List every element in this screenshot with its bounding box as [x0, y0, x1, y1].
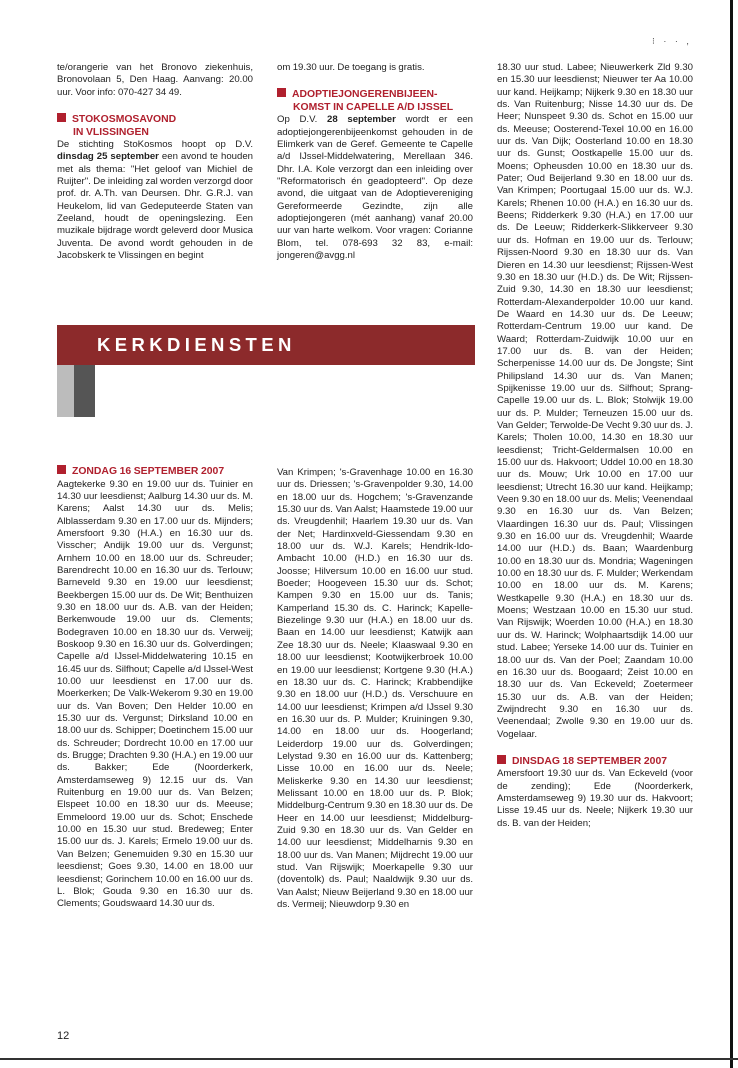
bronovo-continuation: te/orangerie van het Bronovo ziekenhuis, Bronovolaan 5, Den Haag. Aanvang: 20.00 uur. Voor info: 070-427 34 49.	[57, 62, 253, 98]
adoptie-heading-line1: ADOPTIEJONGERENBIJEEN-	[292, 89, 438, 101]
heading-square-icon	[277, 88, 286, 97]
adoptie-heading-line2: KOMST IN CAPELLE A/D IJSSEL	[293, 101, 454, 113]
scan-edge-bottom	[0, 1058, 738, 1060]
banner-decor-dark-block	[74, 365, 95, 417]
banner-decor-light-block	[57, 365, 74, 417]
heading-square-icon	[497, 755, 506, 764]
services-column-3	[497, 62, 693, 830]
adoptie-body-date: 28 september	[326, 114, 396, 126]
sunday-services-part3: 18.30 uur stud. Labee; Nieuwerkerk Zld 9.30 en 15.30 uur leesdienst; Nieuwer ter Aa 10.00 uur kand. Heijkamp; Nijkerk 9.30 en 18.30 uur ds. Van Ruitenburg; Nisse 14.30 uur ds. De Heer; Nunspeet 9.30 ds. Schot en 15.00 uur ds. Meeuse; Oosterend-Texel 10.00 en 16.00 uur ds. Van Dijk; Oosterland 10.00 en 18.30 uur ds. Gunst; Oostkapelle 15.00 uur ds. Moens; Opheusden 10.00 en 18.30 uur ds. Pater; Oud Beijerland 9.30 en 18.00 uur ds. Van Krimpen; Poortugaal 15.00 uur ds. W.J. Karels; Rhenen 10.00 (H.A.) en 16.30 uur ds. Beens; Ridderkerk 9.30 (H.A.) en 17.00 uur ds. De Leeuw; Ridderkerk-Slikkerveer 9.30 uur ds. Hofman en 19.00 uur ds. Terlouw; Rijssen-Noord 9.30 en 18.30 uur ds. Van Dieren en 14.30 uur leesdienst; Rijssen-West 9.30 en 18.30 uur (H.D.) ds. De Wit; Rijssen-Zuid 9.30, 14.30 en 18.30 uur leesdienst; Rotterdam-Alexanderpolder 10.00 uur kand. De Waard en 14.30 uur ds. De Leeuw; Rotterdam-Centrum 19.00 uur kand. De Waard; Rotterdam-Zuidwijk 10.00 uur en 17.00 uur ds. B. van der Heiden; Scherpenisse 14.00 uur ds. De Jongste; Sint Philipsland 14.30 uur ds. Van Manen; Spijkenisse 19.00 uur ds. Silfhout; Sprang-Capelle 19.00 uur ds. L. Blok; Stolwijk 19.00 uur ds. P. Mulder; Terneuzen 15.00 uur ds. Van Gelder; Terwolde-De Vecht 9.30 uur ds. J. Karels; Tholen 10.00, 14.30 en 18.30 uur leesdienst; Tricht-Geldermalsen 10.00 en 15.00 uur ds. Hakvoort; Uddel 10.00 en 18.30 uur ds. Mouw; Urk 10.00 en 17.00 uur leesdienst; Utrecht 16.30 uur kand. Heijkamp; Veen 9.30 en 18.00 uur ds. Melis; Veenendaal 9.30 en 16.30 uur ds. Van Belzen; Vlaardingen 16.30 uur ds. Paul; Vlissingen 9.30 en 16.00 uur ds. Vreugdenhil; Waarde 14.00 uur (H.D.) ds. Baan; Waardenburg 10.00 en 18.30 uur ds. Mondria; Wageningen 10.00 en 18.30 uur ds. F. Mulder; Werkendam 10.00 en 18.00 uur ds. M. Karens; Westkapelle 9.30 (H.A.) en 18.30 uur ds. Moens; Westzaan 10.00 en 15.30 uur stud. Van Rijswijk; Woerden 10.00 (H.A.) en 18.30 uur ds. W. Harinck; Wolphaartsdijk 14.00 uur stud. Labee; Yerseke 14.00 uur ds. Tuinier en 18.00 uur ds. Van der Poel; Zaandam 10.00 en 16.30 uur ds. Boogaard; Zeist 10.00 en 18.30 uur ds. Van Eckeveld; Zoetermeer 15.30 uur ds. A.B. van der Heiden; Zwijndrecht 9.30 en 16.30 uur ds. Veenendaal; Zwolle 9.30 en 19.00 uur ds. Vogelaar.	[497, 62, 693, 740]
heading-square-icon	[57, 113, 66, 122]
adoptie-body-pre: Op D.V.	[277, 114, 318, 126]
section-title: KERKDIENSTEN	[97, 334, 296, 355]
scan-edge-right	[730, 0, 733, 1068]
stokosmos-body-date: dinsdag 25 september	[57, 151, 159, 163]
sunday-services-part1: Aagtekerke 9.30 en 19.00 uur ds. Tuinier en 14.30 uur leesdienst; Aalburg 14.30 uur ds. M. Karens; Aalst 14.30 uur ds. Melis; Alblasserdam 9.30 en 17.00 uur ds. Mijnders; Amersfoort 9.30 (H.A.) en 16.30 uur ds. Visscher; Andijk 19.00 uur ds. Vergunst; Arnhem 10.00 en 18.00 uur ds. Schreuder; Barendrecht 10.00 en 16.30 uur ds. Terlouw; Barneveld 9.30 en 19.00 uur leesdienst; Beekbergen 15.00 uur ds. De Wit; Benthuizen 9.30 en 18.00 uur ds. A.B. van der Heiden; Berkenwoude 19.00 uur ds. Clements; Bodegraven 10.00 en 18.30 uur ds. Verweij; Boskoop 9.30 en 16.30 uur ds. Golverdingen; Capelle a/d IJssel-Middelwatering 10.15 en 16.45 uur ds. Silfhout; Capelle a/d IJssel-West 10.00 uur leesdienst en 17.00 uur ds. Moerkerken; De Valk-Wekerom 9.30 en 19.00 uur ds. Van Boven; Den Helder 10.00 en 15.30 uur ds. Vergunst; Dirksland 10.00 en 18.00 uur ds. Schipper; Doetinchem 15.00 uur ds. Schreuder; Dordrecht 10.00 en 17.00 uur ds. Brugge; Drachten 9.30 (H.A.) en 19.00 uur ds. Bakker; Ede (Noorderkerk, Amsterdamseweg 9) 12.15 uur ds. Van Ruitenburg en 19.00 uur ds. Van Belzen; Elspeet 10.00 en 18.30 uur ds. Meeuse; Emmeloord 19.00 uur ds. Schot; Enschede 10.00 en 15.30 uur stud. Bredeweg; Enter 15.00 uur ds. J. Karels; Ermelo 19.00 uur ds. Van Belzen; Genemuiden 9.30 en 15.30 uur leesdienst; Goes 9.30, 14.00 en 18.00 uur leesdienst; Gorinchem 10.00 en 16.00 uur ds. L. Blok; Gouda 9.30 en 16.30 uur ds. Clements; Goudswaard 14.30 uur ds.	[57, 478, 253, 910]
sunday-heading	[57, 465, 253, 479]
scan-specks: ⁝ · · ,	[652, 36, 692, 46]
adoptie-body	[277, 114, 473, 262]
tuesday-services: Amersfoort 19.30 uur ds. Van Eckeveld (voor de zending); Ede (Noorderkerk, Amsterdamseweg 9) 19.30 uur ds. Hakvoort; Lisse 19.45 uur ds. Neele; Nijkerk 19.30 uur ds. B. van der Heiden;	[497, 768, 693, 829]
stokosmos-body-post: een avond te houden met als thema: "Het geloof van Michiel de Ruijter". De inleiding zal worden verzorgd door prof. dr. A.Th. van Deursen. Dhr. G.R.J. van Heukelom, lid van Gedeputeerde Staten van Zeeland, houdt de openingslezing. Een muzikale bijdrage wordt geleverd door Musica Juventa. De avond wordt gehouden in de Jacobskerk te Vlissingen en begint	[57, 151, 253, 262]
stokosmos-body-pre: De stichting StoKosmos hoopt op D.V.	[57, 139, 253, 151]
stokosmos-continuation: om 19.30 uur. De toegang is gratis.	[277, 62, 425, 73]
heading-square-icon	[57, 465, 66, 474]
stokosmos-heading-line1: STOKOSMOSAVOND	[72, 114, 177, 126]
adoptie-body-post: wordt er een adoptiejongerenbijeenkomst gehouden in de Elimkerk van de Geref. Gemeente te Capelle a/d IJssel-Middelwatering, Merellaan 346. Dhr. I.A. Kole verzorgt dan een inleiding over "Reformatorisch én geadopteerd". Op deze avond, die uitgaat van de Adoptievereniging Gereformeerde Gezindte, zijn alle adoptiejongeren (mét aanhang) vanaf 20.00 uur van harte welkom. Voor vragen: Corianne Blom, tel. 078-693 32 83, e-mail: jongeren@avgg.nl	[277, 114, 473, 262]
sunday-heading-text: ZONDAG 16 SEPTEMBER 2007	[72, 466, 225, 477]
page-number: 12	[57, 1030, 70, 1042]
top-column-1	[57, 62, 253, 262]
stokosmos-body	[57, 139, 253, 262]
top-column-2	[277, 62, 473, 262]
stokosmos-heading	[57, 113, 253, 139]
services-column-1	[57, 465, 253, 911]
tuesday-heading-text: DINSDAG 18 SEPTEMBER 2007	[512, 755, 668, 767]
services-column-2	[277, 467, 473, 911]
tuesday-heading	[497, 755, 693, 769]
sunday-services-part2: Van Krimpen; 's-Gravenhage 10.00 en 16.30 uur ds. Driessen; 's-Gravenpolder 9.30, 14.00 en 18.00 uur ds. Hogchem; 's-Gravenzande 15.30 uur ds. Van Aalst; Haamstede 19.00 uur ds. Vreugdenhil; Haarlem 19.30 uur ds. Van der Net; Hardinxveld-Giessendam 9.30 en 18.00 uur ds. W.J. Karels; Hendrik-Ido-Ambacht 10.00 (H.D.) en 16.30 uur ds. Joosse; Hilversum 10.00 en 16.00 uur stud. Boeder; Hoogeveen 15.30 uur ds. Schot; Kampen 9.30 en 15.00 uur ds. Tanis; Kamperland 15.30 ds. C. Harinck; Kapelle-Biezelinge 9.30 uur (H.A.) en 18.00 uur ds. Baan en 14.00 uur leesdienst; Katwijk aan Zee 18.30 uur ds. Neele; Klaaswaal 9.30 en 18.00 uur leesdienst; Kootwijkerbroek 10.00 en 19.00 uur leesdienst; Kortgene 9.30 (H.A.) en 18.30 uur ds. C. Harinck; Krabbendijke 9.30 en 18.00 uur (H.D.) ds. Verschuure en 14.00 uur leesdienst; Krimpen a/d IJssel 9.30 en 16.30 uur ds. P. Mulder; Kruiningen 9.30, 14.00 en 18.00 uur ds. Hoogerland; Leiderdorp 19.00 uur ds. Golverdingen; Lelystad 9.30 en 16.00 uur ds. Kattenberg; Lisse 10.00 en 16.00 uur ds. Neele; Meliskerke 9.30 en 14.30 uur leesdienst; Melissant 10.00 en 18.00 uur ds. P. Blok; Middelburg-Centrum 9.30 en 18.30 uur ds. De Heer en 14.00 uur leesdienst; Middelburg-Zuid 9.30 en 18.30 uur ds. Van Gelder en 14.00 uur leesdienst; Middelharnis 9.30 en 18.00 uur ds. Van Manen; Mijdrecht 19.00 uur stud. Van Rijswijk; Moerkapelle 9.30 uur (doventolk) ds. Paul; Naaldwijk 9.30 uur ds. Van Aalst; Nieuw Beijerland 9.30 en 18.00 uur ds. Vermeij; Nieuwdorp 9.30 en	[277, 467, 473, 911]
stokosmos-heading-line2: IN VLISSINGEN	[73, 126, 149, 138]
adoptie-heading	[277, 88, 473, 114]
